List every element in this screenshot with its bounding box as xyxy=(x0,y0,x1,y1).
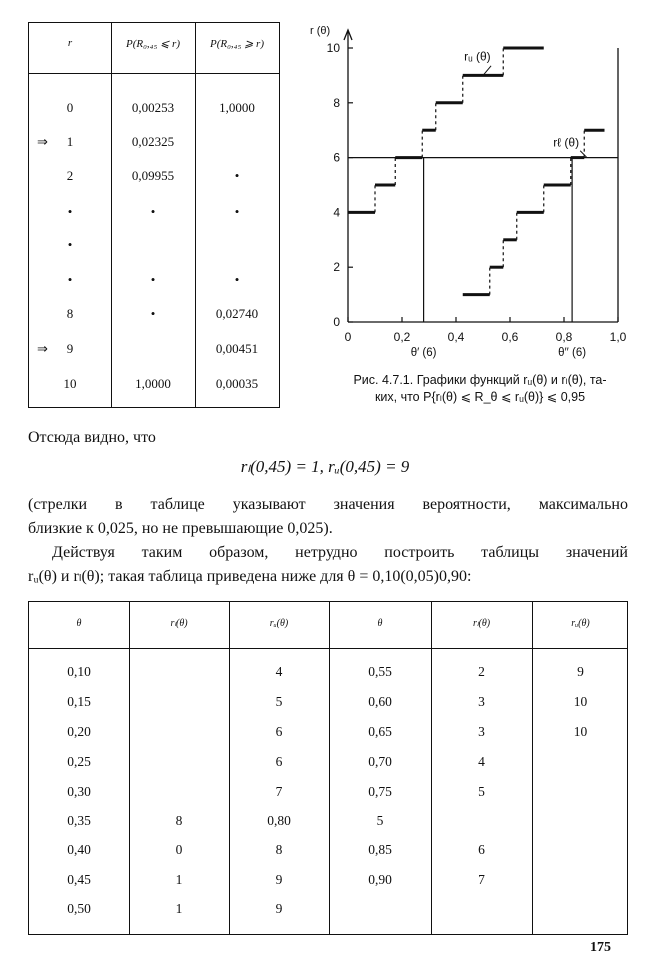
table-cell: 6 xyxy=(478,842,485,857)
table-cell-row-r: 9 xyxy=(66,341,74,356)
arrow-icon: ⇒ xyxy=(37,341,48,356)
table-cell: 6 xyxy=(275,754,283,769)
y-tick-label: 2 xyxy=(333,260,340,275)
paragraph-arrows-line-1: (стрелки в таблице указывают значения вероятности, максимально xyxy=(28,496,628,513)
table-cell: 2 xyxy=(478,664,485,679)
table-cell: 0,45 xyxy=(67,872,91,887)
table-cell: 7 xyxy=(478,872,485,887)
table-cell: 5 xyxy=(275,694,283,709)
table-cell: 0,10 xyxy=(67,664,91,679)
table-cell-row-prob-ge: 0,00451 xyxy=(215,341,259,356)
column-divider xyxy=(532,602,533,934)
header-r: r xyxy=(67,37,73,49)
table-cell-row-r: • xyxy=(67,204,73,219)
paragraph-intro: Отсюда видно, что xyxy=(28,429,156,446)
step-chart xyxy=(296,18,646,368)
series-label-upper: rᵤ (θ) xyxy=(464,49,491,64)
series-label-lower: rℓ (θ) xyxy=(553,135,580,150)
header-r-lower: rₗ(θ) xyxy=(170,618,188,629)
table-cell-row-r: 8 xyxy=(66,306,74,321)
table-cell: 0 xyxy=(175,842,183,857)
header-divider xyxy=(29,648,627,649)
y-tick-label: 4 xyxy=(333,205,340,220)
page-number: 175 xyxy=(590,940,611,955)
caption-line-1: Рис. 4.7.1. Графики функций rᵤ(θ) и rₗ(θ), та- xyxy=(353,373,607,387)
table-cell: 0,40 xyxy=(67,842,91,857)
table-cell-row-prob-le: 1,0000 xyxy=(135,376,171,391)
probability-table xyxy=(28,22,280,408)
table-cell-row-prob-ge: • xyxy=(234,204,240,219)
table-cell: 0,25 xyxy=(67,754,91,769)
header-r-upper: rᵤ(θ) xyxy=(269,618,289,629)
header-prob-le: P(R₀,₄₅ ⩽ r) xyxy=(126,38,180,50)
values-table xyxy=(28,601,628,935)
table-cell: 5 xyxy=(376,813,384,828)
table-cell: 1 xyxy=(175,872,183,887)
table-cell-row-r: 1 xyxy=(66,134,74,149)
theta-marker-label: θ′′ (6) xyxy=(558,347,587,359)
table-cell: 4 xyxy=(275,664,283,679)
y-tick-label: 8 xyxy=(333,95,340,110)
table-cell: 0,15 xyxy=(67,694,91,709)
paragraph-method-line-1: Действуя таким образом, нетрудно построить таблицы значений xyxy=(52,544,628,561)
table-cell: 0,30 xyxy=(67,784,91,799)
chart-marks xyxy=(348,48,605,322)
table-cell-row-prob-le: • xyxy=(150,204,156,219)
table-cell-row-prob-ge: 1,0000 xyxy=(219,100,255,115)
table-cell: 0,85 xyxy=(368,842,392,857)
table-cell: 10 xyxy=(573,724,588,739)
paragraph-method-line-2: rᵤ(θ) и rₗ(θ); такая таблица приведена ниже для θ = 0,10(0,05)0,90: xyxy=(28,568,472,585)
table-cell-row-r: • xyxy=(67,237,73,252)
table-cell: 9 xyxy=(275,872,283,887)
header-theta: θ xyxy=(377,618,383,629)
table-cell: 1 xyxy=(175,901,183,916)
table-cell-row-prob-le: 0,09955 xyxy=(131,168,175,183)
header-divider xyxy=(29,73,279,74)
header-prob-ge: P(R₀,₄₅ ⩾ r) xyxy=(210,38,264,50)
formula: rₗ(0,45) = 1, rᵤ(0,45) = 9 xyxy=(240,457,410,476)
table-cell: 9 xyxy=(577,664,584,679)
table-cell: 8 xyxy=(175,813,183,828)
x-tick-label: 0,2 xyxy=(393,330,411,344)
table-cell: 5 xyxy=(478,784,485,799)
y-tick-label: 10 xyxy=(326,41,340,55)
table-cell: 0,35 xyxy=(67,813,91,828)
table-cell: 10 xyxy=(573,694,588,709)
table-cell: 8 xyxy=(275,842,283,857)
x-tick-label: 0,8 xyxy=(555,330,573,344)
table-cell: 3 xyxy=(478,724,485,739)
y-axis-label: r (θ) xyxy=(310,25,331,37)
x-tick-label: 0 xyxy=(344,330,352,344)
table-cell: 0,75 xyxy=(368,784,392,799)
paragraph-arrows-line-2: близкие к 0,025, но не превышающие 0,025). xyxy=(28,520,333,537)
table-cell: 7 xyxy=(275,784,283,799)
y-tick-label: 6 xyxy=(333,150,340,165)
table-cell-row-prob-ge: 0,02740 xyxy=(215,306,259,321)
table-cell: 0,90 xyxy=(368,872,392,887)
x-tick-label: 1,0 xyxy=(609,330,627,344)
table-cell: 0,20 xyxy=(67,724,91,739)
x-tick-label: 0,6 xyxy=(501,330,519,344)
table-cell: 9 xyxy=(275,901,283,916)
x-tick-label: 0,4 xyxy=(447,330,465,344)
table-cell: 0,50 xyxy=(67,901,91,916)
figure-caption xyxy=(312,372,648,406)
table-cell-row-prob-le: • xyxy=(150,272,156,287)
table-cell: 6 xyxy=(275,724,283,739)
table-cell-row-prob-le: 0,00253 xyxy=(131,100,175,115)
table-cell-row-prob-le: 0,02325 xyxy=(131,134,175,149)
table-cell-row-r: 0 xyxy=(66,100,74,115)
table-cell: 0,55 xyxy=(368,664,392,679)
table-cell: 3 xyxy=(478,694,485,709)
y-tick-label: 0 xyxy=(333,315,340,329)
theta-marker-label: θ′ (6) xyxy=(410,347,437,359)
table-cell-row-prob-ge: • xyxy=(234,272,240,287)
table-cell-row-prob-ge: 0,00035 xyxy=(215,376,259,391)
table-cell: 4 xyxy=(478,754,485,769)
table-cell: 0,70 xyxy=(368,754,392,769)
table-cell-row-r: 10 xyxy=(63,376,77,391)
header-r-upper: rᵤ(θ) xyxy=(571,618,590,629)
caption-line-2: ких, что P{rₗ(θ) ⩽ R_θ ⩽ rᵤ(θ)} ⩽ 0,95 xyxy=(374,390,586,404)
table-cell: 0,65 xyxy=(368,724,392,739)
table-cell: 0,80 xyxy=(267,813,291,828)
table-cell: 0,60 xyxy=(368,694,392,709)
arrow-icon: ⇒ xyxy=(37,134,48,149)
header-theta: θ xyxy=(76,618,82,629)
table-cell-row-r: • xyxy=(67,272,73,287)
chart-axes xyxy=(344,30,618,322)
table-cell-row-prob-ge: • xyxy=(234,168,240,183)
table-cell-row-prob-le: • xyxy=(150,306,156,321)
header-r-lower: rₗ(θ) xyxy=(472,618,491,629)
table-cell-row-r: 2 xyxy=(66,168,74,183)
